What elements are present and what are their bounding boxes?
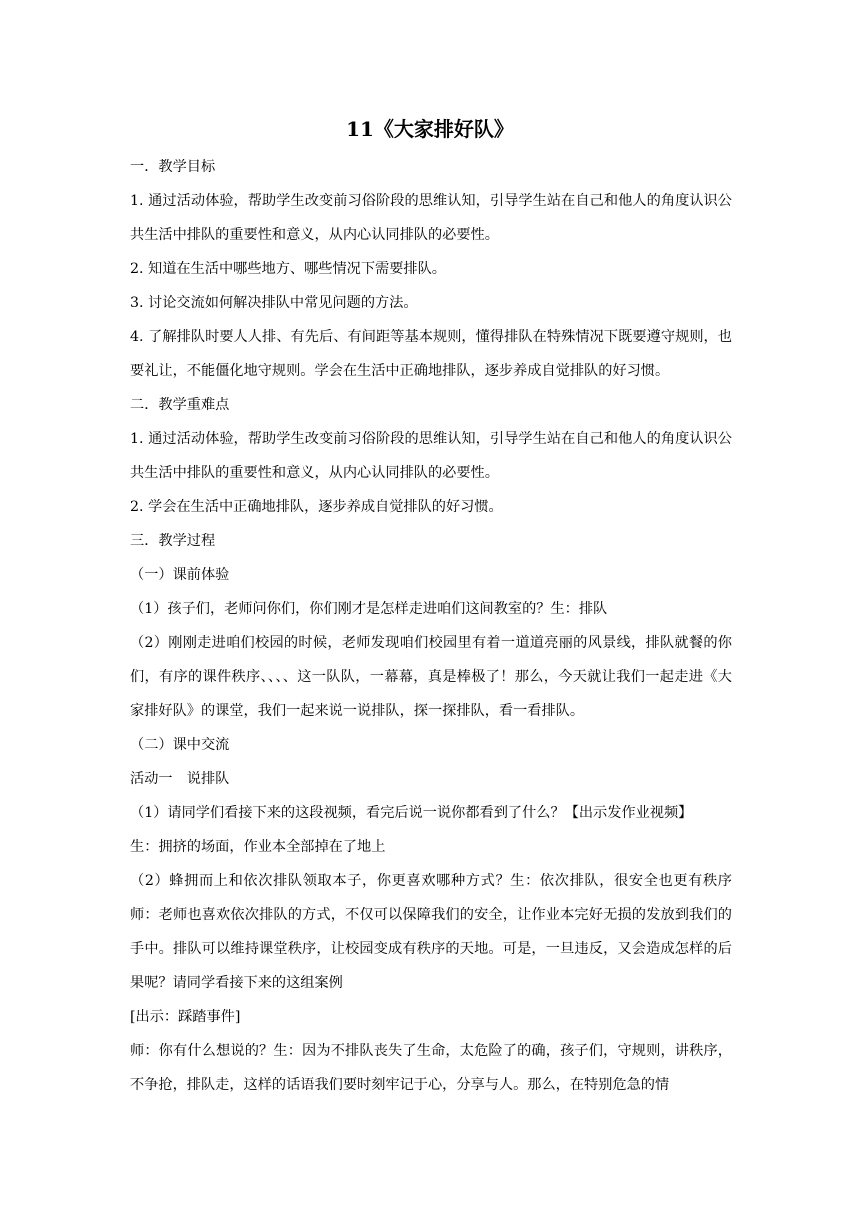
section-heading-key-points: 二．教学重难点 bbox=[130, 397, 230, 413]
goal-item-2: 2. 知道在生活中哪些地方、哪些情况下需要排队。 bbox=[130, 261, 446, 277]
process-paragraph: 生：拥挤的场面，作业本全部掉在了地上 bbox=[130, 839, 386, 855]
section-heading-goals: 一．教学目标 bbox=[130, 159, 216, 175]
key-point-item-1: 1. 通过活动体验，帮助学生改变前习俗阶段的思维认知，引导学生站在自己和他人的角度认识公共生活中排队的重要性和意义，从内心认同排队的必要性。 bbox=[130, 431, 732, 481]
goal-item-3: 3. 讨论交流如何解决排队中常见问题的方法。 bbox=[130, 295, 418, 311]
subsection-heading-pre-class: （一）课前体验 bbox=[130, 567, 230, 583]
process-paragraph: 师：你有什么想说的？生：因为不排队丧失了生命，太危险了的确，孩子们，守规则，讲秩序，不争抢，排队走，这样的话语我们要时刻牢记于心，分享与人。那么，在特别危急的情 bbox=[130, 1043, 732, 1093]
document-title: 11《大家排好队》 bbox=[346, 117, 514, 141]
goal-item-1: 1. 通过活动体验，帮助学生改变前习俗阶段的思维认知，引导学生站在自己和他人的角度认识公共生活中排队的重要性和意义，从内心认同排队的必要性。 bbox=[130, 193, 732, 243]
document-body bbox=[130, 150, 732, 1102]
goal-item-4: 4. 了解排队时要人人排、有先后、有间距等基本规则，懂得排队在特殊情况下既要遵守规则，也要礼让，不能僵化地守规则。学会在生活中正确地排队，逐步养成自觉排队的好习惯。 bbox=[130, 329, 732, 379]
process-paragraph: （1）请同学们看接下来的这段视频，看完后说一说你都看到了什么？【出示发作业视频】 bbox=[130, 805, 693, 821]
process-paragraph: （2）刚刚走进咱们校园的时候，老师发现咱们校园里有着一道道亮丽的风景线，排队就餐的你们，有序的课件秩序、、、、这一队队，一幕幕，真是棒极了！那么，今天就让我们一起走进《大家排好队》的课堂，我们一起来说一说排队，探一探排队，看一看排队。 bbox=[130, 635, 732, 719]
key-point-item-2: 2. 学会在生活中正确地排队，逐步养成自觉排队的好习惯。 bbox=[130, 499, 503, 515]
process-paragraph: [出示：踩踏事件] bbox=[130, 1009, 241, 1025]
section-heading-process: 三．教学过程 bbox=[130, 533, 216, 549]
activity-heading: 活动一 说排队 bbox=[130, 771, 230, 787]
process-paragraph: （2）蜂拥而上和依次排队领取本子，你更喜欢哪种方式？生：依次排队，很安全也更有秩序师：老师也喜欢依次排队的方式，不仅可以保障我们的安全，让作业本完好无损的发放到我们的手中。排队可以维持课堂秩序，让校园变成有秩序的天地。可是，一旦违反，又会造成怎样的后果呢？请同学看接下来的这组案例 bbox=[130, 873, 732, 991]
subsection-heading-in-class: （二）课中交流 bbox=[130, 737, 230, 753]
process-paragraph: （1）孩子们，老师问你们，你们刚才是怎样走进咱们这间教室的？生：排队 bbox=[130, 601, 608, 617]
